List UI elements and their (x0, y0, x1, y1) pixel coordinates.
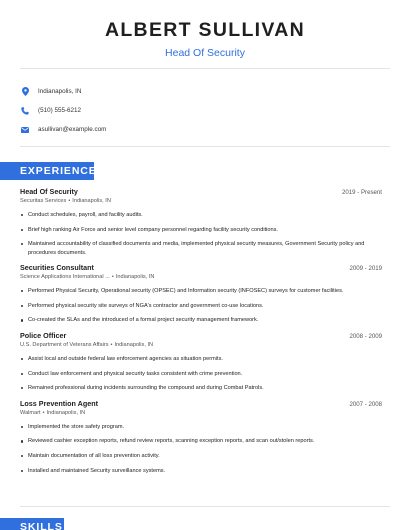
job-entry (20, 331, 382, 393)
experience-section (20, 187, 382, 481)
resume-header (0, 0, 410, 60)
job-bullet: Implemented the store safety program. (20, 423, 382, 431)
job-dates: 2009 - 2019 (349, 265, 382, 273)
job-entry (20, 263, 382, 325)
job-employer: Securitas Services • Indianapolis, IN (20, 198, 111, 204)
job-company: Walmart (20, 409, 41, 416)
job-employer: Walmart • Indianapolis, IN (20, 409, 86, 416)
job-bullet: Remained professional during incidents surrounding the compound and during Combat Patrols. (20, 384, 382, 392)
job-bullet: Installed and maintained Security surveillance systems. (20, 467, 382, 475)
job-bullet: Maintain documentation of all loss prevention activity. (20, 452, 382, 460)
location-pin-icon (20, 87, 30, 97)
contact-email[interactable] (20, 120, 106, 139)
job-company: U.S. Department of Veterans Affairs (20, 341, 109, 348)
skills-section-heading: SKILLS (0, 518, 64, 530)
job-title: Head Of Security (20, 187, 78, 196)
job-location: Indianapolis, IN (114, 341, 154, 348)
job-title: Securities Consultant (20, 263, 94, 273)
job-bullet: Performed physical security site surveys of NGA's contractor and government co-use locations. (20, 302, 382, 310)
contact-phone-text: (510) 555-6212 (38, 107, 82, 114)
job-bullet: Assist local and outside federal law enforcement agencies as situation permits. (20, 355, 382, 363)
job-location: Indianapolis, IN (115, 274, 155, 281)
job-bullet: Performed Physical Security, Operational security (OPSEC) and Information security (INFOSEC) surveys for customer facilities. (20, 287, 382, 295)
email-icon (20, 125, 30, 135)
job-location: Indianapolis, IN (72, 198, 111, 204)
job-title: Loss Prevention Agent (20, 398, 99, 408)
job-dates: 2008 - 2009 (349, 332, 382, 340)
job-bullet: Conduct law enforcement and physical security tasks consistent with crime prevention. (20, 370, 382, 378)
header-divider (20, 68, 390, 69)
job-employer: Science Applications International ... • Indianapolis, IN (20, 274, 155, 281)
job-dates: 2007 - 2008 (349, 400, 382, 408)
job-entry (20, 399, 382, 475)
job-dates: 2019 - Present (342, 189, 382, 196)
job-bullet: Conduct schedules, payroll, and facility audits. (20, 211, 382, 219)
job-bullet: Maintained accountability of classified documents and media, implemented physical security measures, Government Security policy and procedures documents. (20, 240, 382, 257)
phone-icon (20, 106, 30, 116)
job-company: Science Applications International ... (20, 274, 110, 281)
contact-email-text[interactable]: asullivan@example.com (38, 126, 107, 133)
contact-location-text: Indianapolis, IN (38, 88, 82, 95)
job-entry (20, 187, 382, 257)
candidate-name: ALBERT SULLIVAN (104, 19, 306, 41)
experience-divider (20, 506, 390, 507)
job-bullet: Brief high ranking Air Force and senior level company personnel regarding facility security conditions. (20, 226, 382, 234)
job-company: Securitas Services (20, 198, 67, 204)
job-location: Indianapolis, IN (46, 409, 86, 416)
job-employer: U.S. Department of Veterans Affairs • Indianapolis, IN (20, 341, 154, 348)
experience-section-heading: EXPERIENCE (0, 162, 94, 180)
candidate-title: Head Of Security (165, 47, 245, 59)
job-bullet: Co-created the SLAs and the introduced of a formal project security management framework. (20, 316, 382, 324)
job-title: Police Officer (20, 330, 67, 340)
contact-location (20, 82, 106, 101)
contact-phone (20, 101, 106, 120)
contact-list (20, 82, 106, 139)
job-bullet: Reviewed cashier exception reports, refund review reports, scanning exception reports, and scan out/stolen reports. (20, 437, 382, 445)
contact-divider (20, 146, 390, 147)
